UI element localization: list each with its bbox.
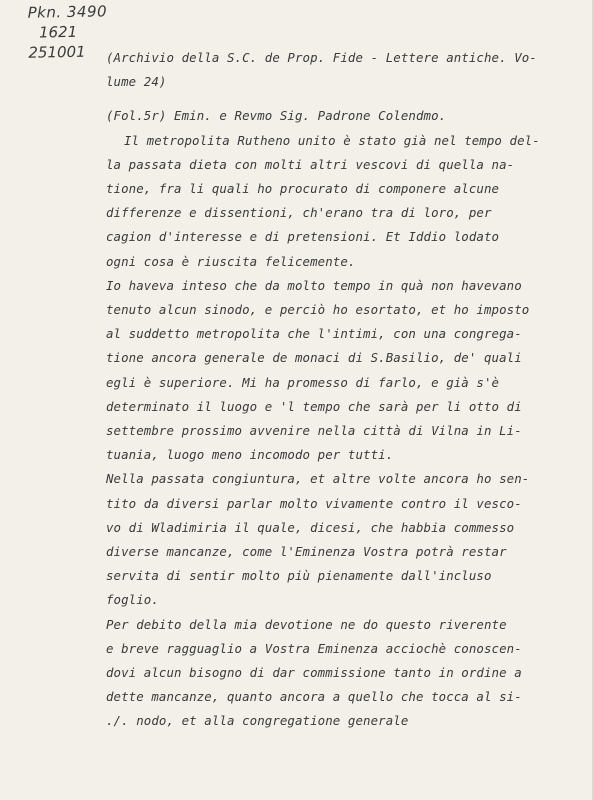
letter-line: e breve ragguaglio a Vostra Eminenza acciochè conoscen-	[106, 640, 522, 656]
letter-line: dovi alcun bisogno di dar commissione tanto in ordine a	[106, 665, 522, 681]
handwritten-note: Pkn. 3490	[27, 2, 108, 22]
letter-line: vo di Wladimiria il quale, dicesi, che habbia commesso	[106, 519, 515, 535]
letter-line: diverse mancanze, come l'Eminenza Vostra potrà restar	[106, 544, 507, 560]
letter-line: Io haveva inteso che da molto tempo in quà non havevano	[106, 277, 522, 293]
letter-line: ogni cosa è riuscita felicemente.	[106, 253, 356, 269]
typed-letter-text	[106, 46, 576, 734]
letter-line: egli è superiore. Mi ha promesso di farlo, e già s'è	[106, 374, 500, 390]
letter-line: tione ancora generale de monaci di S.Basilio, de' quali	[106, 350, 522, 366]
letter-line: tenuto alcun sinodo, e perciò ho esortato, et ho imposto	[106, 302, 530, 318]
letter-line: settembre prossimo avvenire nella città di Vilna in Li-	[106, 423, 522, 439]
letter-salutation: (Fol.5r) Emin. e Revmo Sig. Padrone Colendmo.	[106, 108, 447, 124]
letter-line: tione, fra li quali ho procurato di componere alcune	[106, 181, 500, 197]
handwritten-note: 1621	[38, 22, 78, 42]
letter-line: tuania, luogo meno incomodo per tutti.	[106, 447, 394, 463]
letter-line: determinato il luogo e 'l tempo che sarà per li otto di	[106, 398, 522, 414]
letter-line: Nella passata congiuntura, et altre volte ancora ho sen-	[106, 471, 530, 487]
letter-line: differenze e dissentioni, ch'erano tra di loro, per	[106, 205, 492, 221]
archive-reference: (Archivio della S.C. de Prop. Fide - Lettere antiche. Vo-	[106, 50, 537, 65]
letter-line: foglio.	[106, 592, 159, 608]
letter-line: Per debito della mia devotione ne do questo riverente	[106, 616, 507, 632]
letter-line: tito da diversi parlar molto vivamente contro il vesco-	[106, 495, 522, 511]
letter-line: la passata dieta con molti altri vescovi di quella na-	[106, 156, 515, 172]
archive-reference-continued: lume 24)	[106, 74, 167, 90]
letter-line: dette mancanze, quanto ancora a quello che tocca al si-	[106, 689, 522, 705]
letter-line: al suddetto metropolita che l'intimi, con una congrega-	[106, 326, 522, 342]
letter-line: ./. nodo, et alla congregatione generale	[106, 713, 409, 729]
handwritten-note: 251001	[28, 42, 86, 62]
handwritten-reference-notes	[27, 1, 107, 62]
letter-line: cagion d'interesse e di pretensioni. Et Iddio lodato	[106, 229, 500, 245]
letter-line: Il metropolita Rutheno unito è stato già nel tempo del-	[124, 132, 540, 148]
blank-line	[106, 94, 576, 104]
letter-line: servita di sentir molto più pienamente dall'incluso	[106, 568, 492, 584]
